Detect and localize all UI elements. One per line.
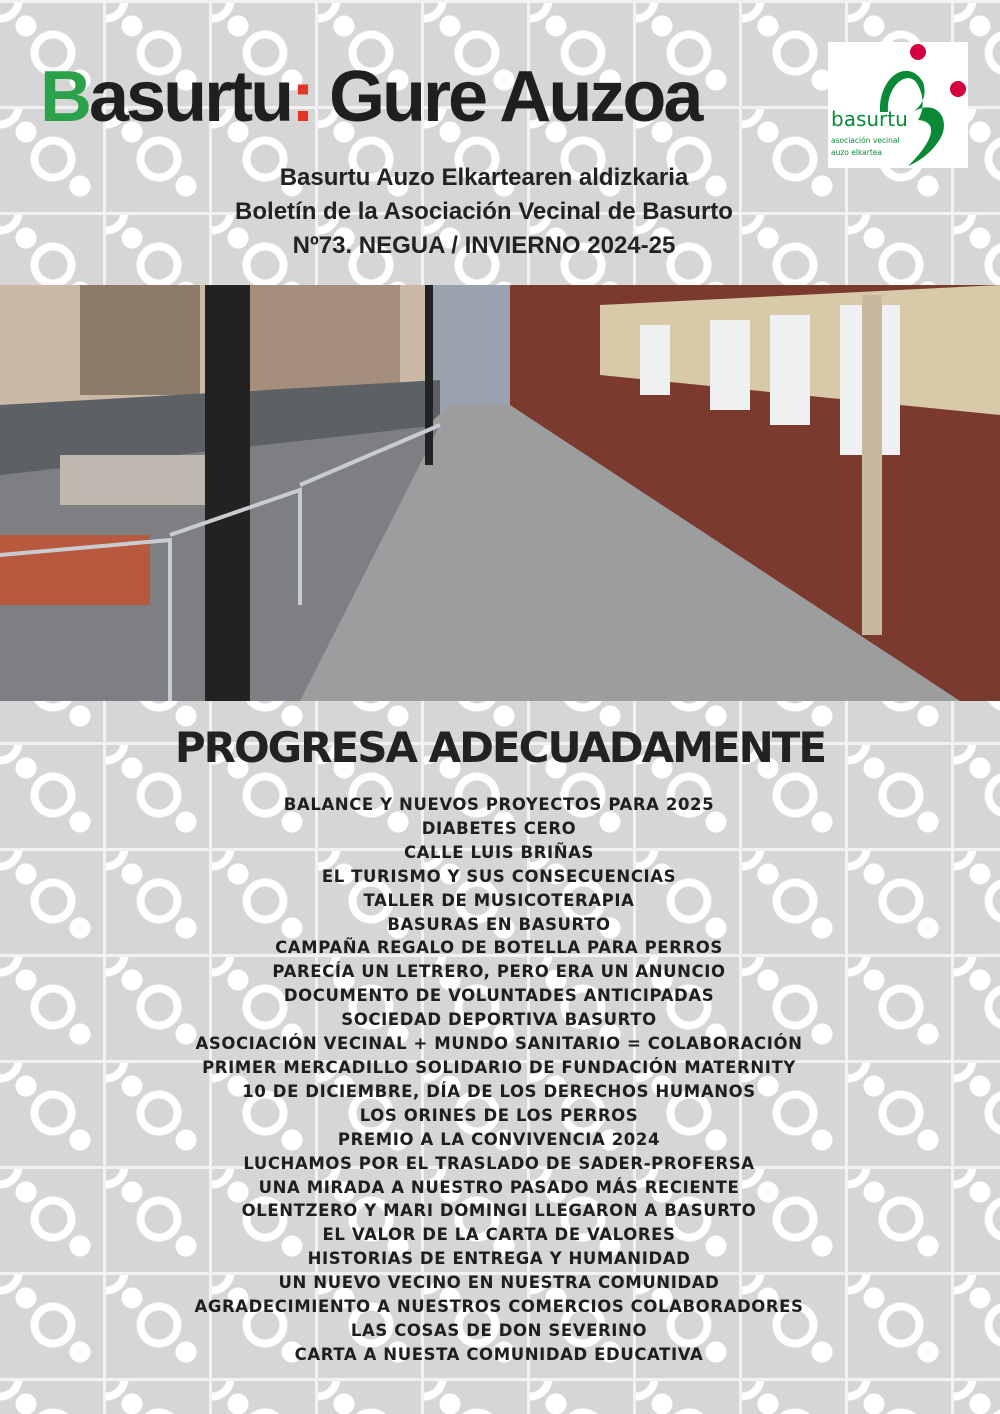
logo-name: basurtu [831,107,908,131]
contents-item: TALLER DE MUSICOTERAPIA [363,890,635,910]
contents-item: ASOCIACIÓN VECINAL + MUNDO SANITARIO = COLABORACIÓN [195,1034,803,1054]
contents-item: CARTA A NUESTA COMUNIDAD EDUCATIVA [294,1344,704,1364]
contents-item: PARECÍA UN LETRERO, PERO ERA UN ANUNCIO [272,962,726,982]
contents-item: OLENTZERO Y MARI DOMINGI LLEGARON A BASURTO [241,1201,757,1221]
contents-item: BALANCE Y NUEVOS PROYECTOS PARA 2025 [283,795,715,814]
contents-item: LOS ORINES DE LOS PERROS [359,1105,639,1125]
contents-item: EL TURISMO Y SUS CONSECUENCIAS [321,866,677,886]
contents-list [0,793,998,1367]
cover-photo [0,285,1000,701]
masthead-title [40,52,700,142]
contents-item: SOCIEDAD DEPORTIVA BASURTO [341,1010,657,1030]
title-part: Gure Auzoa [312,57,701,137]
contents-item: CAMPAÑA REGALO DE BOTELLA PARA PERROS [275,938,723,958]
association-logo [828,42,968,168]
contents-item: HISTORIAS DE ENTREGA Y HUMANIDAD [307,1249,691,1269]
contents-item: EL VALOR DE LA CARTA DE VALORES [322,1225,676,1245]
contents-item: 10 DE DICIEMBRE, DÍA DE LOS DERECHOS HUMANOS [242,1081,756,1101]
contents-item: LAS COSAS DE DON SEVERINO [350,1320,648,1340]
contents-item: BASURAS EN BASURTO [387,914,611,934]
contents-item: UN NUEVO VECINO EN NUESTRA COMUNIDAD [278,1273,720,1293]
contents-item: CALLE LUIS BRIÑAS [403,842,595,862]
subtitle-line: Boletín de la Asociación Vecinal de Basurto [235,198,733,225]
title-colon: : [291,57,313,137]
contents-item: DOCUMENTO DE VOLUNTADES ANTICIPADAS [283,986,715,1006]
title-part: asurtu [89,57,292,137]
logo-line: asociación vecinal [831,136,900,145]
subtitle-line: Basurtu Auzo Elkartearen aldizkaria [279,164,689,191]
contents-item: PRIMER MERCADILLO SOLIDARIO DE FUNDACIÓN MATERNITY [202,1057,796,1077]
contents-item: AGRADECIMIENTO A NUESTROS COMERCIOS COLABORADORES [194,1297,804,1317]
issue-line: Nº73. NEGUA / INVIERNO 2024-25 [292,232,676,259]
contents-item: PREMIO A LA CONVIVENCIA 2024 [337,1129,661,1149]
contents-item: UNA MIRADA A NUESTRO PASADO MÁS RECIENTE [258,1177,740,1197]
contents-item: LUCHAMOS POR EL TRASLADO DE SADER-PROFERSA [243,1153,755,1173]
logo-line: auzo elkartea [831,148,882,157]
headline: PROGRESA ADECUADAMENTE [174,723,826,772]
title-initial: B [40,57,89,137]
contents-item: DIABETES CERO [421,818,577,838]
